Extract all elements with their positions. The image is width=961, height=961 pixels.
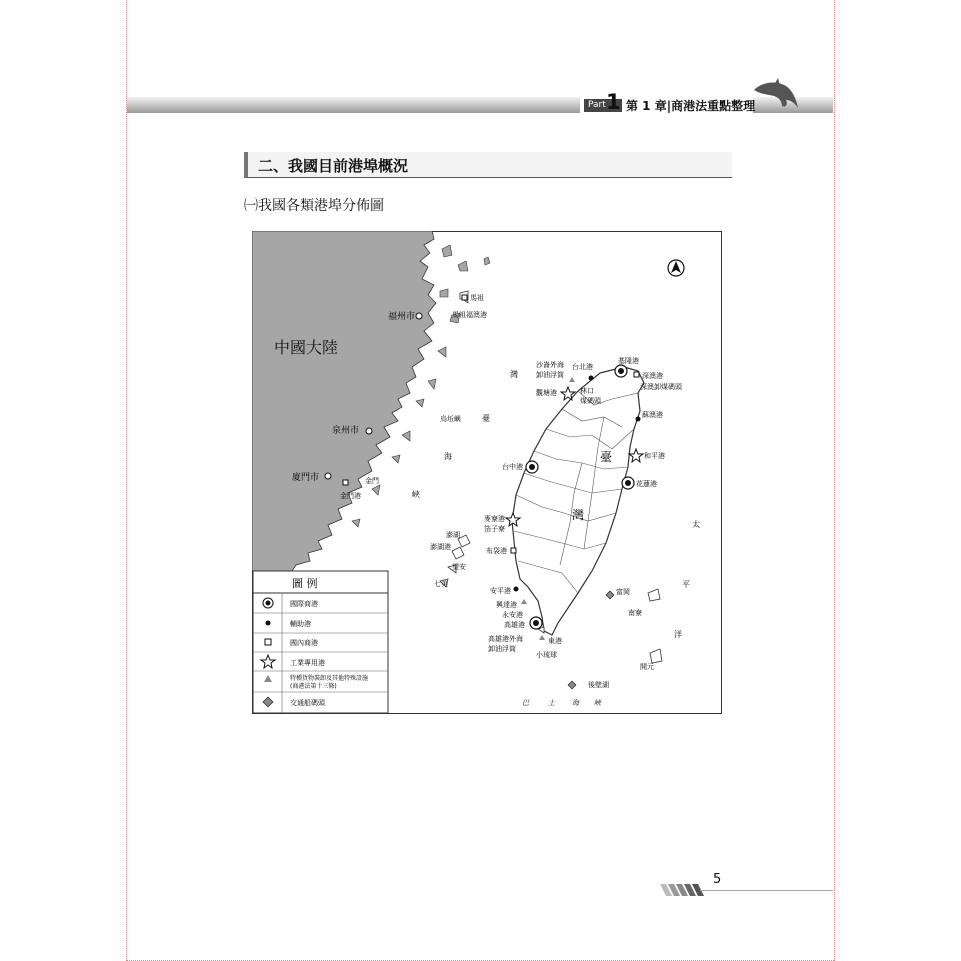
taiwan-label-1: 臺 <box>600 450 613 464</box>
label-hualien: 花蓮港 <box>636 480 657 488</box>
label-kaohsiung-buoy: 高雄港外海 <box>488 635 523 643</box>
label-yongan: 永安港 <box>502 611 523 619</box>
page-number: 5 <box>713 872 722 887</box>
legend-title: 圖 例 <box>292 577 318 590</box>
pacific-char-2: 平 <box>682 580 690 589</box>
label-fuzhou: 福州市 <box>388 312 416 322</box>
label-kaohsiung: 高雄港 <box>504 621 525 629</box>
bashi-2: 士 <box>548 699 555 707</box>
part-number: 1 <box>606 90 621 114</box>
section-title <box>244 152 732 178</box>
pacific-char-1: 太 <box>692 520 700 529</box>
label-quanzhou: 泉州市 <box>332 426 360 436</box>
legend-item-4: 特種貨物裝卸及其他特殊設施 <box>290 675 369 682</box>
region-label: 中國大陸 <box>274 338 339 357</box>
label-anping: 安平港 <box>490 587 511 595</box>
label-wangan: 望安 <box>452 563 466 571</box>
label-taichung: 台中港 <box>502 463 523 471</box>
dolphin-icon <box>752 76 802 112</box>
chapter-title: 第 1 章|商港法重點整理 <box>626 99 756 113</box>
label-guantang: 觀塘港 <box>536 389 557 397</box>
label-kaohsiung-buoy-2: 卸油浮筒 <box>488 645 516 653</box>
pacific-char-3: 洋 <box>674 630 682 639</box>
part-badge: Part <box>584 99 622 112</box>
label-linkou-2: 煤碼頭 <box>580 397 601 405</box>
decorative-stripes-icon <box>660 882 704 898</box>
strait-char-0: 灣 <box>510 370 518 379</box>
label-shenao: 深澳港 <box>642 372 663 380</box>
label-shenao-coal: 深澳卸煤碼頭 <box>640 383 682 391</box>
page-border-right <box>834 0 835 961</box>
label-penghu: 澎湖 <box>446 531 460 539</box>
map-legend <box>253 571 388 713</box>
label-matsu: 馬祖 <box>470 294 484 302</box>
bashi-1: 巴 <box>522 699 529 707</box>
svg-text:基隆港: 基隆港 <box>618 357 639 365</box>
bashi-3: 海 <box>572 699 579 707</box>
bashi-4: 峽 <box>594 699 601 707</box>
label-shalun: 沙崙外海 <box>536 361 564 369</box>
strait-char-1: 臺 <box>482 414 490 423</box>
label-qimei: 七美 <box>434 580 448 588</box>
legend-item-1: 輔助港 <box>290 620 311 628</box>
label-houbihu: 後壁湖 <box>588 681 609 689</box>
strait-char-3: 峽 <box>412 490 420 499</box>
taiwan-label-2: 灣 <box>572 508 585 522</box>
legend-item-4b: (商港法第十三條) <box>290 683 337 690</box>
label-linkou: 林口 <box>580 387 594 395</box>
label-magong: 澎湖港 <box>430 543 451 551</box>
label-xingda: 興達港 <box>496 601 517 609</box>
page-number-rule <box>700 890 833 891</box>
label-kinmen-port: 金門港 <box>340 492 361 500</box>
label-kinmen: 金門 <box>365 477 379 485</box>
subsection-title: ㈠我國各類港埠分佈圖 <box>244 198 384 214</box>
label-taipei: 台北港 <box>572 363 593 371</box>
label-shalun-2: 卸油浮筒 <box>536 371 564 379</box>
page-border-left <box>126 0 127 961</box>
legend-item-0: 國際商港 <box>290 600 318 608</box>
port-map <box>252 231 722 714</box>
label-mailiao: 麥寮港 <box>484 515 505 523</box>
label-fugang: 富岡 <box>616 588 630 596</box>
label-xiamen: 廈門市 <box>292 473 320 483</box>
label-boxiao: 箔子寮 <box>484 525 505 533</box>
label-matsu-port: 馬祖福澳港 <box>452 311 487 319</box>
section-title-text: 二、我國目前港埠概況 <box>258 157 409 175</box>
north-arrow-icon <box>668 260 684 276</box>
strait-char-2: 海 <box>444 452 452 461</box>
legend-item-3: 工業專用港 <box>290 659 325 667</box>
label-wuqiu: 烏坵嶼 <box>440 415 461 423</box>
label-heping: 和平港 <box>644 452 665 460</box>
label-lanyu: 開元 <box>640 663 654 671</box>
legend-item-5: 交通船碼頭 <box>290 699 325 707</box>
legend-item-2: 國內商港 <box>290 639 318 647</box>
label-suao: 蘇澳港 <box>642 411 663 419</box>
label-nanliao: 南寮 <box>628 609 642 617</box>
label-budai: 布袋港 <box>486 547 507 555</box>
label-xiaoliuqiu: 小琉球 <box>536 651 557 659</box>
label-donggang: 東港 <box>548 637 562 645</box>
